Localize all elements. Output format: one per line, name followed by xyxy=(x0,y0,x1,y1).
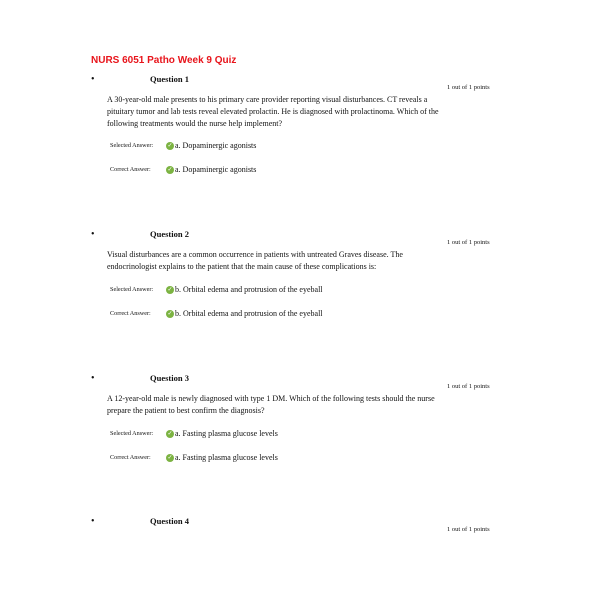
check-icon: ✓ xyxy=(167,286,173,293)
points: 1 out of 1 points xyxy=(447,84,490,91)
points: 1 out of 1 points xyxy=(447,239,490,246)
selected-answer: Selected Answer: ✓ a. Dopaminergic agonists xyxy=(110,141,257,150)
check-icon: ✓ xyxy=(167,430,173,437)
question-title: Question 3 xyxy=(150,373,189,383)
points: 1 out of 1 points xyxy=(447,383,490,390)
page-title: NURS 6051 Patho Week 9 Quiz xyxy=(91,55,237,66)
bullet: • xyxy=(91,229,95,240)
question-text: A 30-year-old male presents to his primary care provider reporting visual disturbances. CT reveals a pituitary tumor and lab tests reveal elevated prolactin. He is diagnosed with prolactinoma. Which of the following treatments would the nurse help implement? xyxy=(107,95,439,128)
question-text: Visual disturbances are a common occurrence in patients with untreated Graves disease. The endocrinologist explains to the patient that the main cause of these complications is: xyxy=(107,250,403,271)
points: 1 out of 1 points xyxy=(447,526,490,533)
check-icon: ✓ xyxy=(167,310,173,317)
selected-answer: Selected Answer: ✓ a. Fasting plasma glucose levels xyxy=(110,429,278,438)
question-title: Question 1 xyxy=(150,74,189,84)
correct-answer: Correct Answer: ✓ b. Orbital edema and protrusion of the eyeball xyxy=(110,309,323,318)
question-title: Question 4 xyxy=(150,516,189,526)
check-icon: ✓ xyxy=(167,142,173,149)
bullet: • xyxy=(91,74,95,85)
correct-answer: Correct Answer: ✓ a. Fasting plasma glucose levels xyxy=(110,453,278,462)
check-icon: ✓ xyxy=(167,454,173,461)
question-text: A 12-year-old male is newly diagnosed with type 1 DM. Which of the following tests should the nurse prepare the patient to best confirm the diagnosis? xyxy=(107,394,435,415)
check-icon: ✓ xyxy=(167,166,173,173)
correct-answer: Correct Answer: ✓ a. Dopaminergic agonists xyxy=(110,165,257,174)
selected-answer: Selected Answer: ✓ b. Orbital edema and protrusion of the eyeball xyxy=(110,285,323,294)
bullet: • xyxy=(91,373,95,384)
bullet: • xyxy=(91,516,95,527)
question-title: Question 2 xyxy=(150,229,189,239)
